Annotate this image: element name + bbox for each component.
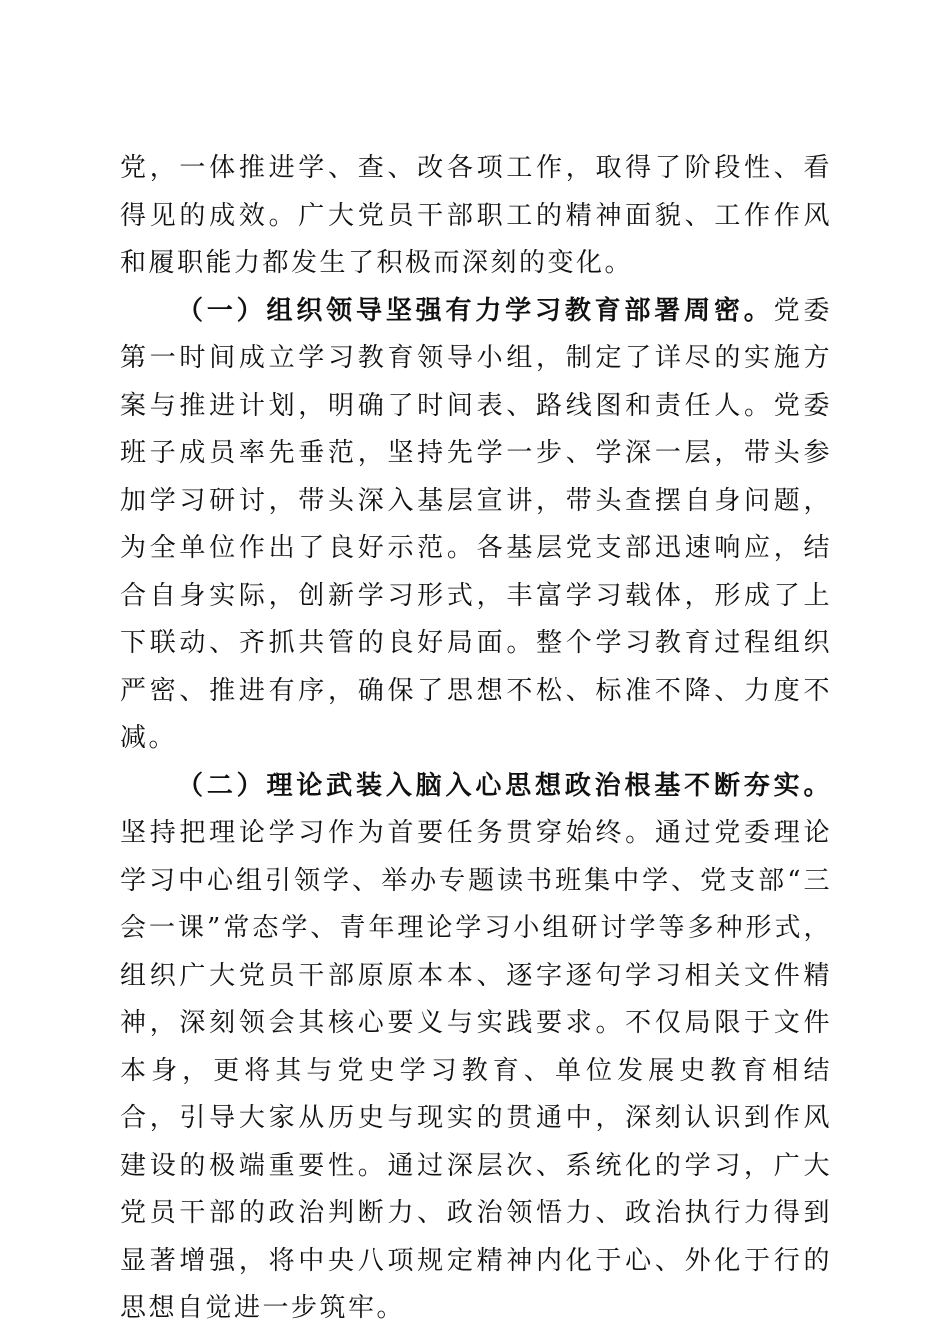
paragraph-continuation — [120, 145, 832, 288]
document-page — [120, 145, 832, 1333]
section-heading: （二）理论武装入脑入心思想政治根基不断夯实。 — [177, 770, 832, 801]
paragraph-section-2 — [120, 763, 832, 1333]
paragraph-text: 党委第一时间成立学习教育领导小组，制定了详尽的实施方案与推进计划，明确了时间表、路线图和责任人。党委班子成员率先垂范，坚持先学一步、学深一层，带头参加学习研讨，带头深入基层宣讲，带头查摆自身问题，为全单位作出了良好示范。各基层党支部迅速响应，结合自身实际，创新学习形式，丰富学习载体，形成了上下联动、齐抓共管的良好局面。整个学习教育过程组织严密、推进有序，确保了思想不松、标准不降、力度不减。 — [120, 295, 832, 753]
paragraph-text: 坚持把理论学习作为首要任务贯穿始终。通过党委理论学习中心组引领学、举办专题读书班集中学、党支部“三会一课”常态学、青年理论学习小组研讨学等多种形式，组织广大党员干部原原本本、逐字逐句学习相关文件精神，深刻领会其核心要义与实践要求。不仅局限于文件本身，更将其与党史学习教育、单位发展史教育相结合，引导大家从历史与现实的贯通中，深刻认识到作风建设的极端重要性。通过深层次、系统化的学习，广大党员干部的政治判断力、政治领悟力、政治执行力得到显著增强，将中央八项规定精神内化于心、外化于行的思想自觉进一步筑牢。 — [120, 818, 832, 1323]
paragraph-text: 党，一体推进学、查、改各项工作，取得了阶段性、看得见的成效。广大党员干部职工的精神面貌、工作作风和履职能力都发生了积极而深刻的变化。 — [120, 153, 832, 278]
paragraph-section-1 — [120, 288, 832, 763]
section-heading: （一）组织领导坚强有力学习教育部署周密。 — [177, 295, 774, 326]
